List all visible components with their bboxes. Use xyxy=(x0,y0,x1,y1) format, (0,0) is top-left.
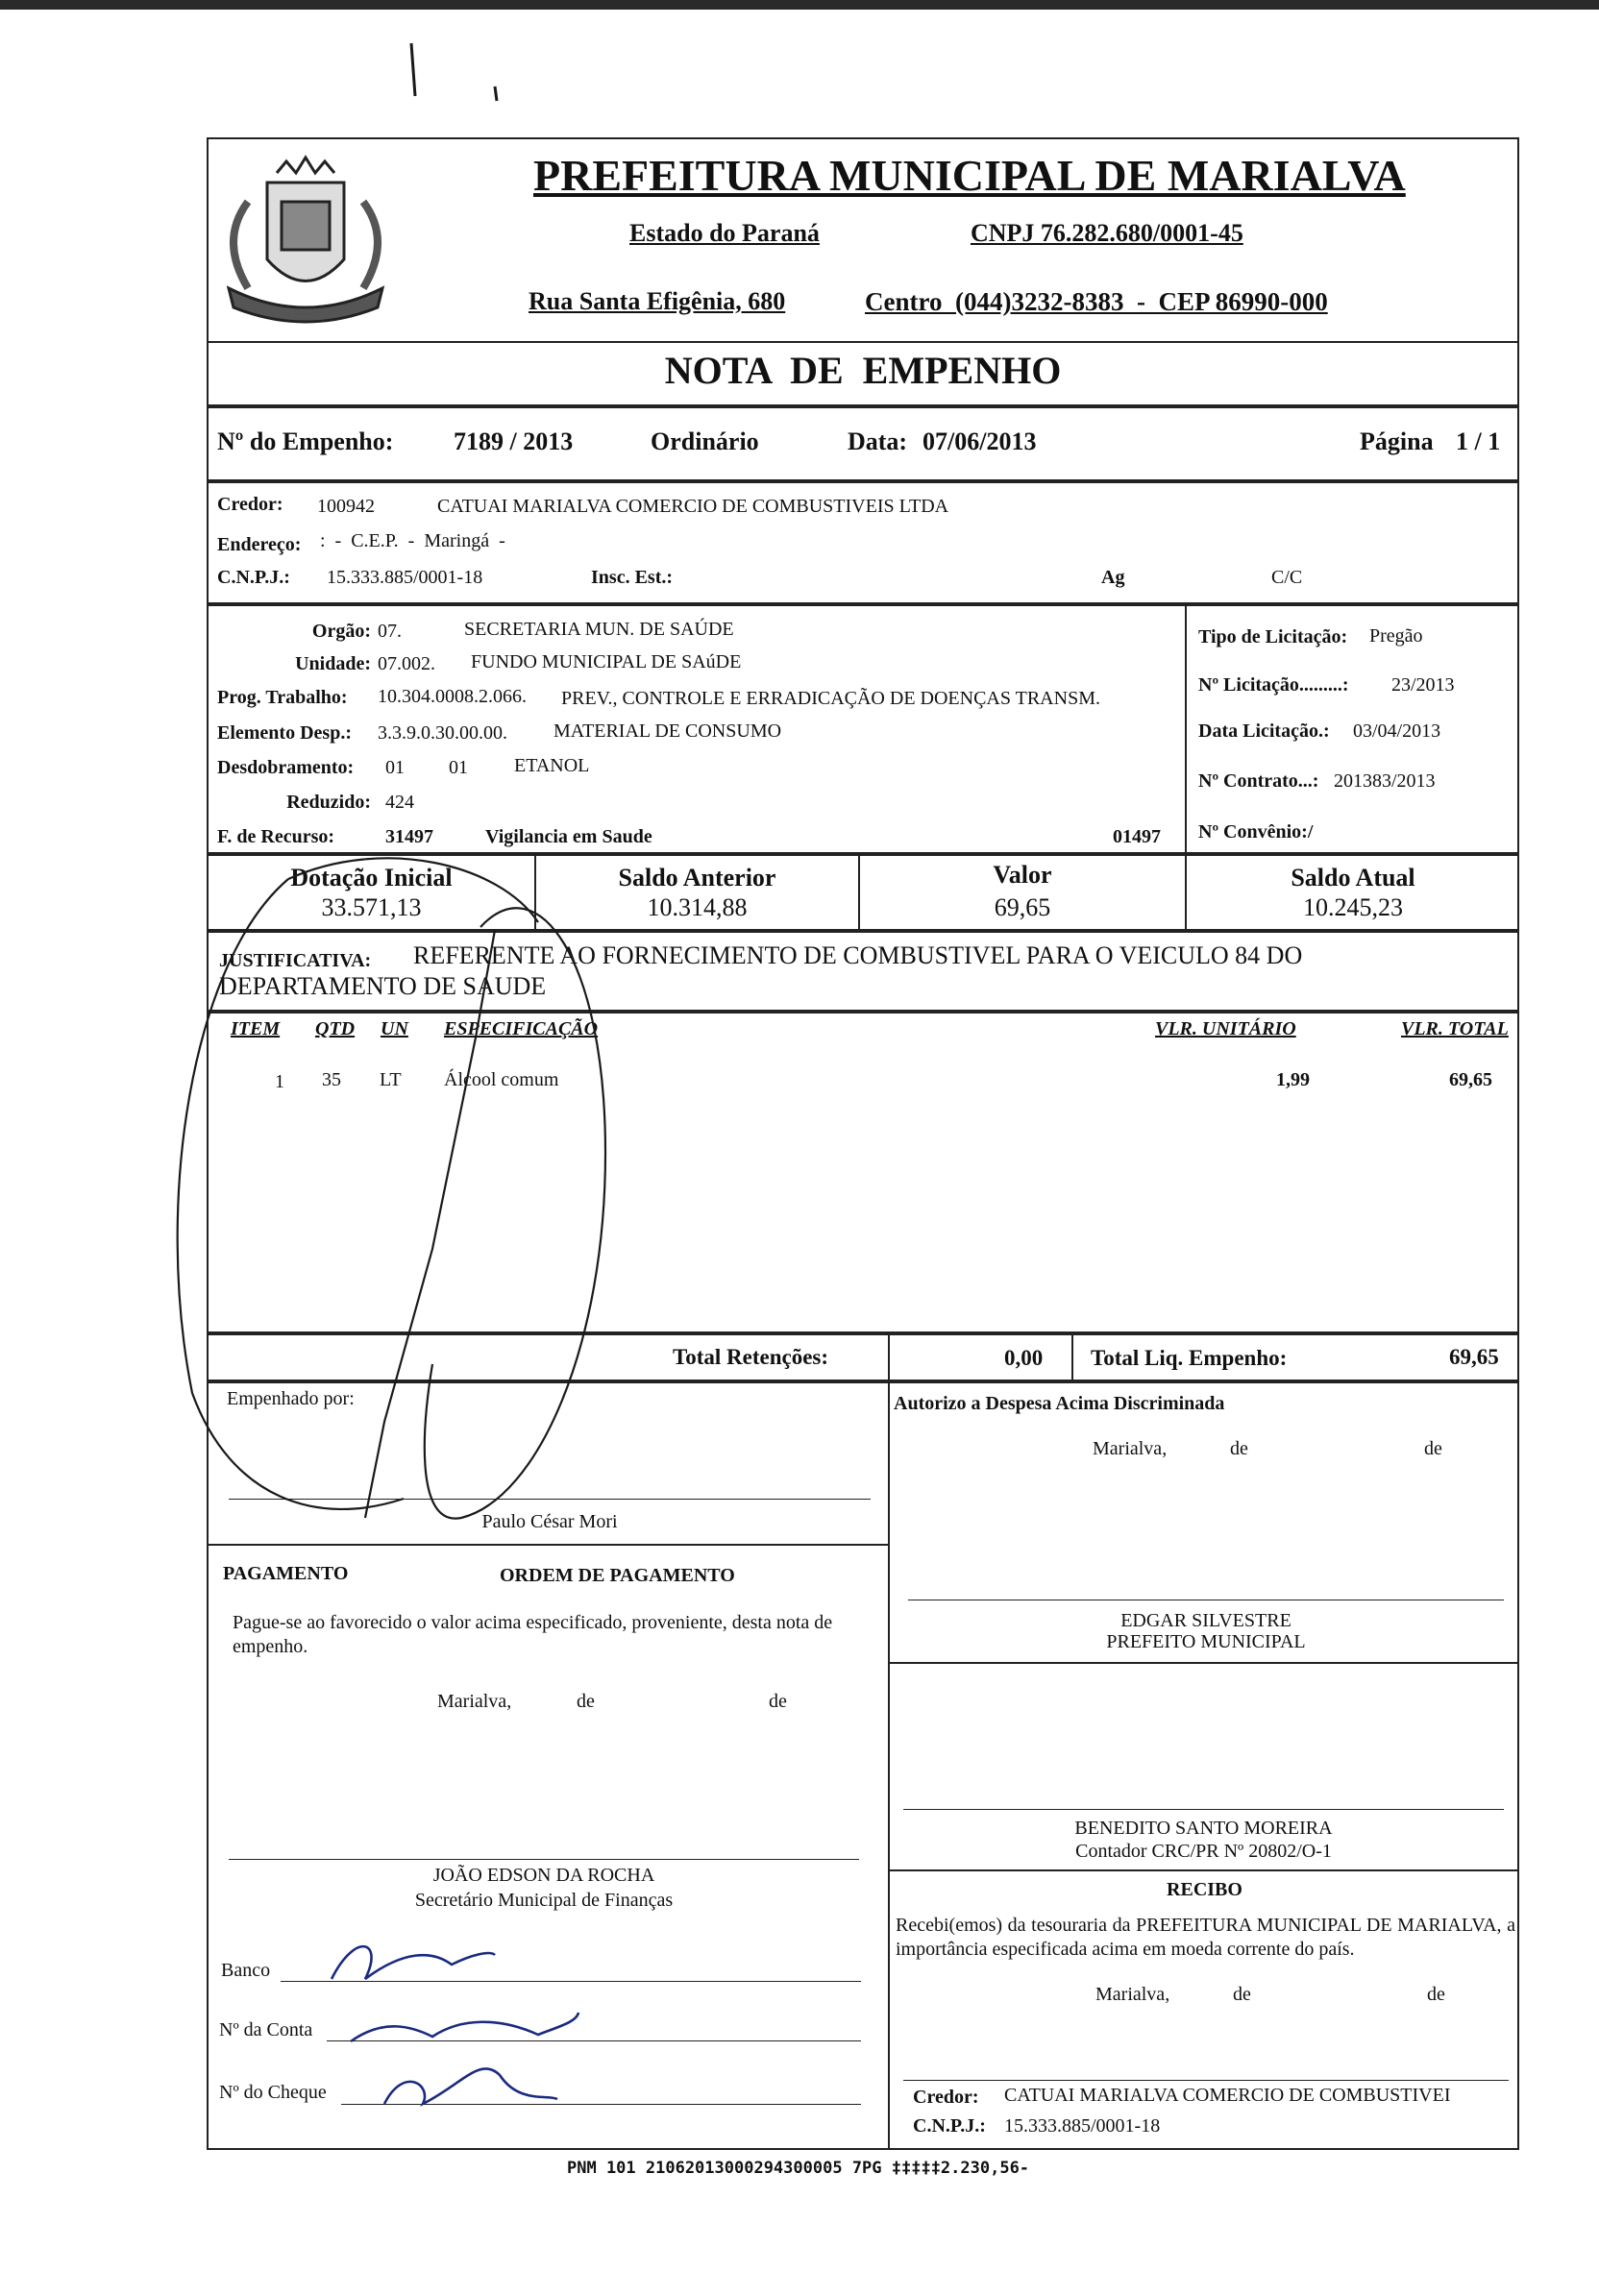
empenho-date-label: Data: xyxy=(848,427,908,455)
endereco-value: : - C.E.P. - Maringá - xyxy=(320,530,505,551)
cnpj-label: C.N.P.J.: xyxy=(217,567,290,588)
liquido-label: Total Liq. Empenho: xyxy=(1091,1346,1288,1370)
orgao-name: SECRETARIA MUN. DE SAÚDE xyxy=(464,619,734,640)
retencoes-value: 0,00 xyxy=(1004,1346,1044,1370)
desdob-label: Desdobramento: xyxy=(217,757,355,778)
orgao-label: Orgão: xyxy=(311,621,371,642)
unidade-code: 07.002. xyxy=(378,653,435,674)
desdob-a: 01 xyxy=(385,757,405,778)
pagamento-signer-role: Secretário Municipal de Finanças xyxy=(414,1890,674,1911)
empenho-type: Ordinário xyxy=(651,427,759,455)
pagamento-label: PAGAMENTO xyxy=(223,1563,349,1584)
empenhado-signer: Paulo César Mori xyxy=(481,1511,618,1532)
elemento-name: MATERIAL DE CONSUMO xyxy=(554,721,782,742)
numero-licitacao: 23/2013 xyxy=(1391,674,1455,696)
header-state: Estado do Paraná xyxy=(629,219,820,247)
col-spec-header: ESPECIFICAÇÃO xyxy=(444,1018,599,1039)
recibo-place: Marialva, xyxy=(1095,1984,1170,2005)
reduzido-label: Reduzido: xyxy=(286,792,371,813)
credor-name: CATUAI MARIALVA COMERCIO DE COMBUSTIVEIS LTDA xyxy=(437,496,949,517)
recibo-text: Recebi(emos) da tesouraria da PREFEITURA MUNICIPAL DE MARIALVA, a importância especificada acima em moeda corrente do país. xyxy=(896,1915,1515,1960)
recurso-name: Vigilancia em Saude xyxy=(485,826,652,847)
recurso-right: 01497 xyxy=(1113,826,1161,847)
recibo-de1: de xyxy=(1233,1984,1251,2005)
recibo-cnpj: 15.333.885/0001-18 xyxy=(1004,2115,1161,2137)
header-title: PREFEITURA MUNICIPAL DE MARIALVA xyxy=(533,151,1406,200)
insc-label: Insc. Est.: xyxy=(591,567,674,588)
unidade-name: FUNDO MUNICIPAL DE SAúDE xyxy=(471,651,742,672)
autorizo-de1: de xyxy=(1230,1438,1248,1459)
col-item-header: ITEM xyxy=(231,1018,281,1039)
header-cnpj: CNPJ 76.282.680/0001-45 xyxy=(971,219,1243,247)
retencoes-label: Total Retenções: xyxy=(673,1345,829,1369)
saldo-atual-label: Saldo Atual xyxy=(1291,864,1415,892)
prefeito-name: EDGAR SILVESTRE xyxy=(1120,1610,1292,1631)
saldo-anterior-value: 10.314,88 xyxy=(647,893,748,921)
reduzido-value: 424 xyxy=(385,792,414,813)
recurso-label: F. de Recurso: xyxy=(217,826,335,847)
endereco-label: Endereço: xyxy=(217,534,302,555)
col-total-header: VLR. TOTAL xyxy=(1401,1018,1509,1039)
recibo-label: RECIBO xyxy=(1167,1879,1242,1900)
justificativa-line1: REFERENTE AO FORNECIMENTO DE COMBUSTIVEL PARA O VEICULO 84 DO xyxy=(413,941,1303,969)
un-cell: LT xyxy=(380,1069,402,1090)
ordem-label: ORDEM DE PAGAMENTO xyxy=(500,1565,735,1586)
pagamento-de1: de xyxy=(577,1691,595,1712)
doc-title: NOTA DE EMPENHO xyxy=(664,349,1062,392)
saldo-anterior-label: Saldo Anterior xyxy=(618,864,776,892)
tipo-licitacao: Pregão xyxy=(1369,625,1423,647)
qtd-cell: 35 xyxy=(322,1069,341,1090)
convenio-label: Nº Convênio:/ xyxy=(1198,821,1314,843)
data-licitacao: 03/04/2013 xyxy=(1353,721,1441,742)
liquido-value: 69,65 xyxy=(1449,1345,1499,1369)
pagamento-text: Pague-se ao favorecido o valor acima especificado, proveniente, desta nota de empenho. xyxy=(233,1612,833,1657)
empenho-date: 07/06/2013 xyxy=(922,427,1037,455)
contrato-value: 201383/2013 xyxy=(1334,770,1436,792)
spec-cell: Álcool comum xyxy=(444,1069,559,1090)
recibo-credor: CATUAI MARIALVA COMERCIO DE COMBUSTIVEI xyxy=(1004,2085,1451,2106)
elemento-code: 3.3.9.0.30.00.00. xyxy=(378,722,507,744)
prog-label: Prog. Trabalho: xyxy=(217,687,348,708)
elemento-label: Elemento Desp.: xyxy=(217,722,352,744)
recibo-cnpj-label: C.N.P.J.: xyxy=(913,2115,986,2137)
credor-code: 100942 xyxy=(317,496,375,517)
dotacao-label: Dotação Inicial xyxy=(290,864,453,892)
ag-label: Ag xyxy=(1101,567,1125,588)
justificativa-label: JUSTIFICATIVA: xyxy=(219,950,372,971)
cc-label: C/C xyxy=(1271,567,1303,588)
desdob-b: 01 xyxy=(449,757,468,778)
empenho-number-label: Nº do Empenho: xyxy=(217,427,394,455)
tipo-licitacao-label: Tipo de Licitação: xyxy=(1198,626,1348,647)
unit-cell: 1,99 xyxy=(1276,1069,1310,1090)
contador-name: BENEDITO SANTO MOREIRA xyxy=(1074,1818,1333,1839)
contrato-label: Nº Contrato...: xyxy=(1198,770,1319,792)
col-un-header: UN xyxy=(381,1018,408,1039)
empenhado-label: Empenhado por: xyxy=(227,1388,355,1409)
recurso-code: 31497 xyxy=(385,826,433,847)
col-unit-header: VLR. UNITÁRIO xyxy=(1155,1018,1296,1039)
total-cell: 69,65 xyxy=(1449,1069,1492,1090)
unidade-label: Unidade: xyxy=(295,653,371,674)
autorizo-de2: de xyxy=(1424,1438,1442,1459)
item-cell: 1 xyxy=(275,1071,284,1092)
valor-label: Valor xyxy=(993,861,1052,889)
banco-label: Banco xyxy=(221,1960,271,1981)
pagamento-signer-name: JOÃO EDSON DA ROCHA xyxy=(432,1865,655,1886)
orgao-code: 07. xyxy=(378,621,402,642)
dotacao-value: 33.571,13 xyxy=(321,893,422,921)
conta-label: Nº da Conta xyxy=(219,2019,313,2040)
page-label: Página xyxy=(1360,427,1434,455)
header-district: Centro (044)3232-8383 - CEP 86990-000 xyxy=(865,287,1328,316)
cheque-label: Nº do Cheque xyxy=(219,2082,327,2103)
recibo-credor-label: Credor: xyxy=(913,2087,979,2108)
valor-value: 69,65 xyxy=(994,893,1051,921)
prefeito-role: PREFEITO MUNICIPAL xyxy=(1106,1631,1306,1652)
saldo-atual-value: 10.245,23 xyxy=(1303,893,1403,921)
prog-code: 10.304.0008.2.066. xyxy=(378,686,527,707)
cnpj-value: 15.333.885/0001-18 xyxy=(327,567,483,588)
credor-label: Credor: xyxy=(217,494,283,515)
recibo-de2: de xyxy=(1427,1984,1445,2005)
footer-code: PNM 101 21062013000294300005 7PG ‡‡‡‡‡2.230,56- xyxy=(567,2159,1030,2178)
autorizo-label: Autorizo a Despesa Acima Discriminada xyxy=(894,1393,1225,1414)
autorizo-place: Marialva, xyxy=(1093,1438,1168,1459)
contador-role: Contador CRC/PR Nº 20802/O-1 xyxy=(1075,1841,1332,1862)
empenho-number: 7189 / 2013 xyxy=(454,427,574,455)
justificativa-line2: DEPARTAMENTO DE SAUDE xyxy=(219,972,547,1000)
pagamento-de2: de xyxy=(769,1691,787,1712)
col-qtd-header: QTD xyxy=(315,1018,356,1039)
data-licitacao-label: Data Licitação.: xyxy=(1198,721,1330,742)
desdob-name: ETANOL xyxy=(514,755,590,776)
prog-name: PREV., CONTROLE E ERRADICAÇÃO DE DOENÇAS TRANSM. xyxy=(561,688,1100,709)
pagamento-place: Marialva, xyxy=(437,1691,512,1712)
header-address: Rua Santa Efigênia, 680 xyxy=(529,287,786,315)
page-number: 1 / 1 xyxy=(1456,427,1501,455)
numero-licitacao-label: Nº Licitação.........: xyxy=(1198,674,1349,696)
